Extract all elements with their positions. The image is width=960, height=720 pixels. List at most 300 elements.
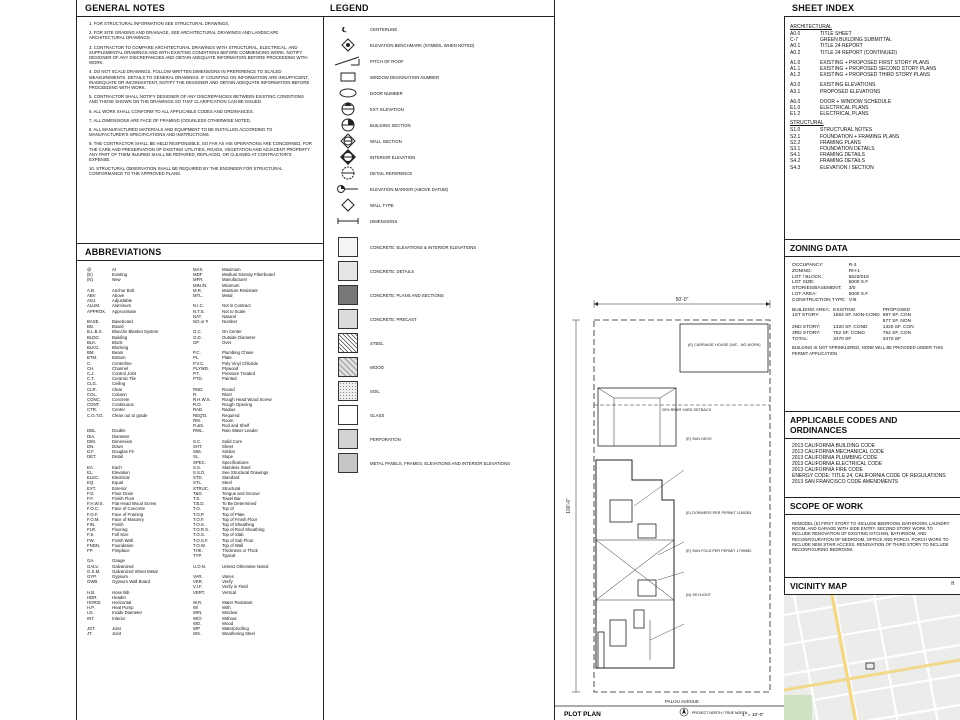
abbr-meaning: Verify [222, 579, 233, 585]
abbr-meaning: Fireplace [112, 547, 130, 553]
area-header: PROPOSED [882, 307, 910, 313]
info-column [784, 0, 960, 720]
abbr-code: EXT. [87, 485, 97, 491]
abbr-code: GYP. [87, 573, 97, 579]
legend-symbol-row [326, 181, 546, 197]
sheet-code: S3.1 [790, 146, 801, 153]
sheet-title: FRAMING PLANS [820, 139, 861, 146]
abbr-code: MIN./N. [193, 282, 208, 288]
abbr-code: U.O.N. [193, 563, 207, 569]
zoning-value: RH-1 [848, 268, 860, 274]
abbr-code: F.O.C. [87, 506, 100, 512]
abbr-code: MFR. [193, 277, 204, 283]
sheet-index-list [784, 17, 960, 239]
abbr-code: M.R. [193, 287, 203, 293]
abbr-code: H.P. [87, 605, 95, 611]
abbr-code: STRUC. [193, 485, 209, 491]
abbr-meaning: Plate [222, 355, 232, 361]
abbr-meaning: Structural [222, 485, 241, 491]
abbr-meaning: Beam [112, 350, 124, 356]
plot-scale: 1" = 10'-0" [742, 713, 765, 718]
legend-material-row [326, 379, 546, 403]
abbr-meaning: Painted [222, 376, 237, 382]
sheet-title: FOUNDATION DETAILS [820, 146, 875, 153]
abbr-meaning: Clear [112, 386, 123, 392]
abbr-code: W/O [193, 615, 202, 621]
abbr-meaning: Wood [222, 620, 234, 626]
sheet-title: TITLE 24 REPORT (CONTINUED) [820, 49, 898, 56]
lot-boundary [594, 320, 770, 692]
sheet-group-title: STRUCTURAL [790, 120, 824, 127]
abbr-meaning: Bottom [112, 355, 126, 361]
material-swatch [338, 333, 358, 353]
abbr-code: P.C. [193, 350, 201, 356]
zoning-value: R-3 [848, 263, 857, 268]
plot-plan-title: PLOT PLAN [564, 711, 601, 718]
abbr-code: ABV [87, 293, 96, 299]
abbr-code: EQ. [87, 480, 95, 486]
abbr-meaning: Number [222, 319, 238, 325]
plot-plan-drawing [554, 0, 784, 720]
zoning-key: LOT SIZE: [792, 280, 815, 286]
abbr-meaning: Channel [112, 365, 129, 371]
abbr-code: W/ [193, 605, 199, 611]
abbr-meaning: Weathering Steel [222, 631, 255, 637]
abbr-code: R.&S. [193, 423, 205, 429]
abbr-meaning: Water Resistant [222, 600, 253, 605]
abbr-code: BLKG. [87, 345, 100, 351]
abbr-meaning: Unless Otherwise Noted [222, 563, 269, 569]
vicinity-scale: ft [951, 581, 954, 587]
ext-elev-icon [326, 102, 370, 116]
sheet-code: C-7 [790, 37, 799, 44]
abbr-meaning: Plywood [222, 365, 239, 371]
area-header: BUILDING AREA: [792, 307, 831, 313]
abbr-meaning: New [112, 277, 121, 283]
abbr-meaning: Down [112, 443, 123, 449]
area-row [792, 337, 917, 343]
abbr-code: WS. [193, 631, 202, 637]
code-item: 2013 CALIFORNIA BUILDING CODE [792, 443, 876, 449]
abbr-code: FLR. [87, 527, 97, 533]
legend-label: DETAIL REFERENCE [370, 170, 413, 176]
abbr-meaning: Verify in Field [222, 584, 248, 590]
abbr-meaning: Over [222, 339, 232, 345]
abbr-meaning: Rough Opening [222, 402, 253, 408]
material-swatch [338, 429, 358, 449]
legend-symbol-row [326, 21, 546, 37]
general-note: 2. FOR SITE GRADING AND DRAINAGE, SEE ARCHITECTURAL DRAWINGS AND LANDSCAPE ARCHITECTURAL DRAWINGS. [89, 30, 279, 41]
abbr-meaning: Outside Diameter [222, 334, 256, 340]
legend-label: GLASS [370, 412, 385, 418]
abbr-code: WD. [193, 620, 202, 626]
abbr-code: GALV. [87, 563, 99, 569]
code-item: 2013 CALIFORNIA FIRE CODE [792, 467, 863, 473]
abbr-code: HORIZ. [87, 600, 102, 605]
abbr-code: I.D. [87, 610, 94, 616]
abbr-meaning: Similar [222, 449, 236, 455]
vicinity-label: VICINITY MAP [790, 581, 847, 591]
abbr-meaning: Metal [222, 293, 233, 299]
abbr-code: GWB. [87, 579, 99, 585]
abbr-meaning: Window [222, 610, 238, 616]
codes-list [784, 439, 960, 497]
abbr-code: T.O.S. [193, 532, 205, 538]
abbr-code: BLK. [87, 339, 97, 345]
material-swatch [338, 237, 358, 257]
legend-material-row [326, 307, 546, 331]
abbr-code: SL. [193, 454, 200, 460]
area-cell: TOTAL: [792, 336, 809, 342]
abbr-meaning: Vertical [222, 589, 237, 595]
area-cell: 752 SF. COND [833, 330, 865, 336]
legend-material-row [326, 355, 546, 379]
abbr-meaning: Concrete [112, 397, 130, 403]
abbr-code: JT. [87, 631, 93, 637]
abbr-meaning: Equal [112, 480, 123, 486]
legend-label: STEEL [370, 340, 384, 346]
general-note: 8. ALL MANUFACTURED MATERIALS AND EQUIPMENT TO BE INSTALLED ACCORDING TO MANUFACTURER'S SPECIFICATIONS AND INSTRUCTIONS. [89, 127, 273, 138]
sheet-title: FRAMING DETAILS [820, 152, 865, 159]
abbr-code: CONT. [87, 402, 100, 408]
zoning-value: 5000 S.F. [848, 280, 870, 286]
abbr-meaning: Not to Scale [222, 308, 246, 314]
zoning-data [784, 257, 960, 411]
abbr-code: EA. [87, 464, 94, 470]
sheet-index-row [790, 165, 954, 171]
legend-symbol-row [326, 165, 546, 181]
abbr-meaning: Each [112, 464, 122, 470]
legend-label: CONCRETE: PLANS AND SECTIONS [370, 292, 444, 298]
abbr-meaning: Face of Masonry [112, 516, 145, 522]
abbr-meaning: Pressure Treated [222, 371, 255, 377]
general-notes-list [77, 17, 323, 243]
sundeck-label: (E) SUN DECK [686, 437, 712, 441]
abbr-meaning: Galvanized Sheet Metal [112, 568, 158, 574]
abbreviations-table [77, 261, 323, 636]
elev-marker-icon [326, 184, 370, 194]
abbr-code: T.O.S.F. [193, 537, 209, 543]
abbr-code: SHT. [193, 443, 203, 449]
abbr-code: OF [193, 339, 199, 345]
pitch-icon [326, 55, 370, 67]
abbr-meaning: Typical [222, 553, 236, 559]
sheet-index-title: SHEET INDEX [784, 0, 960, 17]
material-swatch [338, 405, 358, 425]
abbr-code: BM. [87, 350, 95, 356]
legend-column [322, 0, 555, 720]
north-label: PROJECT NORTH / TRUE NORTH [692, 711, 748, 715]
sheet-code: S4.1 [790, 152, 801, 159]
abbreviations-title: ABBREVIATIONS [77, 243, 323, 261]
abbr-meaning: Medium Density Fiberboard [222, 272, 275, 278]
scope-title: SCOPE OF WORK [784, 497, 960, 515]
material-swatch [338, 381, 358, 401]
abbr-meaning: Gypsum Wall Board [112, 579, 151, 585]
abbr-code: INT. [87, 615, 95, 621]
legend-symbol-row [326, 53, 546, 69]
abbr-code: FIN. [87, 521, 96, 527]
abbr-code: F.F. [87, 495, 94, 501]
abbr-code: CLR. [87, 386, 97, 392]
dormers-label: (E) DORMERS PER PERMIT 1180283 [686, 511, 752, 515]
abbr-code: CH. [87, 365, 95, 371]
sheet-title: EXISTING + PROPOSED SECOND STORY PLANS [820, 66, 937, 73]
abbr-code: (E) [87, 272, 93, 278]
zoning-key: ZONING: [792, 268, 812, 274]
material-swatch [338, 309, 358, 329]
abbr-code: F.O.F. [87, 511, 99, 517]
code-item: 2013 CALIFORNIA ELECTRICAL CODE [792, 461, 883, 467]
abbr-meaning: To Be Determined [222, 501, 257, 507]
abbr-meaning: Finish Wall [112, 537, 133, 543]
legend-material-row [326, 451, 546, 475]
abbr-code: R. [193, 391, 198, 397]
abbr-code: (N) [87, 277, 93, 283]
abbr-code: F.D. [87, 490, 95, 496]
abbr-meaning: Header [112, 594, 127, 600]
abbr-meaning: Dimension [112, 438, 133, 444]
abbr-code: FW. [87, 537, 95, 543]
legend-symbol-row [326, 37, 546, 53]
abbr-meaning: Galvanized [112, 563, 134, 569]
abbr-meaning: Radius [222, 407, 236, 413]
abbr-code: PL. [193, 355, 200, 361]
abbr-meaning: Flat Head Wood Screw [112, 501, 157, 507]
legend-title: LEGEND [322, 0, 554, 17]
sheet-code: A0.2 [790, 49, 801, 56]
abbr-meaning: Foundation [112, 542, 134, 548]
abbr-code: MAX. [193, 267, 204, 272]
abbr-meaning: Joist [112, 626, 121, 632]
abbr-code: COL. [87, 391, 98, 397]
abbr-meaning: Baseboard [112, 319, 133, 325]
legend-label: INTERIOR ELEVATION [370, 154, 416, 160]
abbr-code: G.S.M. [87, 568, 101, 574]
sheet-title: ELECTRICAL PLANS [820, 105, 869, 112]
zoning-key: LOT AREA: [792, 291, 817, 297]
abbr-meaning: Hose Bib [112, 589, 130, 595]
abbr-code: VAR. [193, 573, 203, 579]
legend-symbol-row [326, 149, 546, 165]
abbr-code: THK. [193, 547, 203, 553]
abbr-code: FNDN. [87, 542, 101, 548]
svg-text:℄: ℄ [342, 27, 347, 34]
zoning-key: OCCUPANCY: [792, 263, 824, 268]
zoning-value: 5000 S.F. [848, 291, 870, 297]
scope-text: REMODEL (E) FIRST STORY TO INCLUDE BEDROOM, BATHROOM, LAUNDRY ROOM, AND GARAGE WITH SIDE ENTRY. SECOND STORY WORK TO INCLUDE RENOVATION OF EXISTING KITCHEN, BATHROOM, AND RECONFIGURATION OF BEDROOM, OFFICE AND PORCH. PORCH WORK TO INCLUDE NEW STAIR ACCESS. RENOVATION OF THIRD STORY TO INCLUDE RECONFIGURING BEDROOM. [792, 521, 950, 553]
abbr-meaning: Ceramic Tile [112, 376, 136, 382]
dim-depth: 100'-0" [566, 498, 572, 514]
abbr-code: S.C. [193, 438, 202, 444]
abbr-meaning: Gypsum [112, 573, 128, 579]
abbr-code: BASE. [87, 319, 100, 325]
abbr-code: PTD. [193, 376, 203, 382]
abbr-meaning: With [222, 605, 231, 611]
legend-material-row [326, 283, 546, 307]
abbr-meaning: Rough Head Wood Screw [222, 397, 272, 403]
legend-symbol-row [326, 197, 546, 213]
legend-symbol-row [326, 133, 546, 149]
legend-label: CENTERLINE [370, 26, 398, 32]
legend-symbol-row [326, 117, 546, 133]
abbr-code: TYP. [193, 553, 202, 559]
abbr-code: C.O.T.G. [87, 412, 104, 418]
sheet-title: FRAMING DETAILS [820, 158, 865, 165]
abbr-meaning: Interior [112, 615, 126, 621]
abbr-meaning: Rod and Shelf [222, 423, 250, 429]
abbr-meaning: Inside Diameter [112, 610, 143, 616]
abbr-meaning: Block [112, 339, 123, 345]
sheet-index-row [790, 111, 954, 117]
dimension-icon [326, 217, 370, 225]
material-swatch [338, 261, 358, 281]
abbr-code: F.H.W.S. [87, 501, 104, 507]
area-header: EXISTING [833, 307, 856, 313]
detail-ref-icon [326, 166, 370, 180]
abbr-meaning: Finish [112, 521, 124, 527]
abbr-code: CLG. [87, 381, 98, 387]
legend-label: PERFORATION [370, 436, 401, 442]
abbr-code: CONC. [87, 397, 101, 403]
zoning-table [792, 263, 872, 304]
legend-label: BUILDING SECTION [370, 122, 411, 128]
abbr-meaning: Poly Vinyl Chloride [222, 360, 258, 366]
abbr-meaning: Slope [222, 454, 233, 460]
legend-label: WALL SECTION [370, 138, 402, 144]
sheet-title: ELEVATION / SECTION [820, 164, 874, 171]
house-footprint [596, 460, 674, 668]
abbr-code: VER. [193, 579, 204, 585]
vicinity-map [784, 595, 960, 720]
zoning-title: ZONING DATA [784, 239, 960, 257]
abbr-code: F.S. [87, 532, 95, 538]
legend-label: METAL PANELS, FRAMES, ELEVATIONS AND INTERIOR ELEVATIONS [370, 460, 510, 466]
sunfold-label: (E) SUN FOLD PER PERMIT 1795982 [686, 549, 752, 553]
abbr-code: V.I.F. [193, 584, 203, 590]
abbr-code: REQ'D. [193, 412, 208, 418]
abbr-meaning: On Center [222, 329, 242, 335]
abbr-code: VERT. [193, 589, 206, 595]
abbr-code: O.C. [193, 329, 202, 335]
legend-label: DIMENSIONS [370, 218, 398, 224]
area-cell: 577 SF. NON [882, 319, 912, 325]
sheet-title: TITLE SHEET [820, 31, 852, 37]
abbr-code: FP. [87, 547, 94, 553]
abbr-code: CTR. [87, 407, 98, 413]
abbr-meaning: Top of Sheathing [222, 521, 255, 527]
sheet-title: GREEN BUILDING SUBMITTAL [820, 37, 892, 44]
legend-symbol-row [326, 101, 546, 117]
abbr-code: A.B. [87, 287, 96, 293]
north-arrow-icon [680, 708, 688, 716]
abbr-meaning: Anchor Bolt [112, 287, 135, 293]
abbr-meaning: Varies [222, 573, 234, 579]
general-note: 7. ALL DIMENSIONS ARE FACE OF FRAMING (OOUNLESS OTHERWISE NOTED. [89, 117, 251, 123]
abbr-code: BTM. [87, 355, 98, 361]
codes-title: APPLICABLE CODES AND ORDINANCES [784, 411, 960, 439]
legend-symbols [322, 17, 554, 229]
abbr-meaning: Manufacturer [222, 277, 248, 283]
abbr-code: BD. [87, 324, 95, 330]
legend-materials [322, 229, 554, 475]
window-tag-icon [326, 72, 370, 82]
abbr-meaning: Electrical [112, 475, 130, 481]
sheet-code: S2.2 [790, 139, 801, 146]
abbr-code: S.S. [193, 464, 202, 470]
legend-label: CONCRETE: PRECAST [370, 316, 417, 322]
abbr-meaning: Riser [222, 391, 233, 397]
int-elev-icon [326, 148, 370, 166]
door-tag-icon [326, 88, 370, 98]
abbr-code: P.V.C. [193, 360, 205, 366]
abbr-code: PLYWD. [193, 365, 210, 371]
abbr-meaning: Column [112, 391, 127, 397]
sheet-group-title: ARCHITECTURAL [790, 24, 832, 30]
abbr-code: T.O. [193, 506, 201, 512]
abbr-meaning: Thickness or Thick [222, 547, 258, 553]
street-label: PALOU AVENUE [664, 699, 700, 704]
sheet-title: FOUNDATION + FRAMING PLANS [820, 133, 900, 140]
abbr-code: GA. [87, 558, 95, 564]
abbr-meaning: Top of [222, 506, 234, 512]
abbr-code: @ [87, 267, 92, 272]
general-note: 4. DO NOT SCALE DRAWINGS. FOLLOW WRITTEN DIMENSIONS IN PREFERENCE TO SCALED MEASUREMENTS. DETAILS TO GENERAL DRAWINGS. IF COUNTING ON INFORMATION ARE INSUFFICIENT, INADEQUATE OR INCONSISTENT, NOTIFY THE DESIGNER AND OBTAIN ADEQUATE INFORMATION BEFORE PROCEEDING WITH WORK. [89, 69, 310, 91]
abbr-meaning: Building [112, 334, 128, 340]
abbr-code: H.B. [87, 589, 96, 595]
code-item: 2013 SAN FRANCISCO CODE AMENDMENTS [792, 479, 899, 485]
abbr-code: T.O.P. [193, 511, 205, 517]
abbr-code: C.T. [87, 376, 95, 382]
sprinkler-note: BUILDING IS NOT SPRINKLERED, NONE WILL BE PROVIDED UNDER THIS PERMIT APPLICATION [792, 345, 944, 356]
abbr-meaning: Exterior [112, 485, 127, 491]
abbr-meaning: Minimum [222, 282, 240, 288]
abbr-meaning: Specifications [222, 459, 249, 465]
abbr-meaning: Solid Core [222, 438, 243, 444]
abbr-meaning: Round [222, 386, 235, 392]
sheet-code: S2.1 [790, 133, 801, 140]
abbr-code: STD. [193, 475, 203, 481]
abbr-meaning: Required [222, 412, 240, 418]
sheet-code: A3.1 [790, 88, 801, 95]
abbr-meaning: Control Joint [112, 371, 137, 377]
abbr-code: N.T.S. [193, 308, 205, 314]
area-cell: 1320 SF. CON [882, 324, 914, 330]
abbr-code: T.B.D. [193, 501, 205, 507]
abbr-code: T&G [193, 490, 202, 496]
sheet-title: DOOR + WINDOW SCHEDULE [820, 98, 892, 105]
plot-plan-column [554, 0, 785, 720]
abbr-meaning: Face of Concrete [112, 506, 145, 512]
abbr-code: T.O.R.S. [193, 527, 210, 533]
abbr-meaning: Top of Sub Floor [222, 537, 254, 543]
area-row [792, 331, 917, 337]
zoning-value: V-B [848, 297, 857, 303]
material-swatch [338, 453, 358, 473]
area-cell: 1ST STORY: [792, 313, 820, 319]
abbr-code: ALUM. [87, 303, 101, 309]
abbr-meaning: At [112, 267, 117, 272]
legend-label: WINDOW DESIGNATION NUMBER [370, 74, 440, 80]
abbr-meaning: Tongue and Groove [222, 490, 260, 496]
general-note: 10. STRUCTURAL OBSERVATION SHALL BE REQUIRED BY THE ENGINEER FOR STRUCTURAL CONFORMANCE TO THE APPROVED PLANS. [89, 166, 283, 177]
abbr-meaning: Gauge [112, 558, 125, 564]
general-note: 3. CONTRACTOR TO COMPARE ARCHITECTURAL DRAWINGS WITH STRUCTURAL, ELECTRICAL, AND SUPPLEMENTAL DRAWINGS AND WITH EXISTING CONDITIONS BEFORE COMMENCING WORK. NOTIFY DESIGNER OF ANY DISCREPANCIES AND OBTAIN ADEQUATE INFORMATION BEFORE PROCEEDING WITH WORK. [89, 44, 308, 66]
abbr-meaning: Joint [112, 631, 122, 637]
sheet-title: EXISTING + PROPOSED FIRST STORY PLANS [820, 59, 930, 66]
abbr-code: WP [193, 626, 200, 632]
abbr-code: NO.or # [193, 319, 209, 325]
